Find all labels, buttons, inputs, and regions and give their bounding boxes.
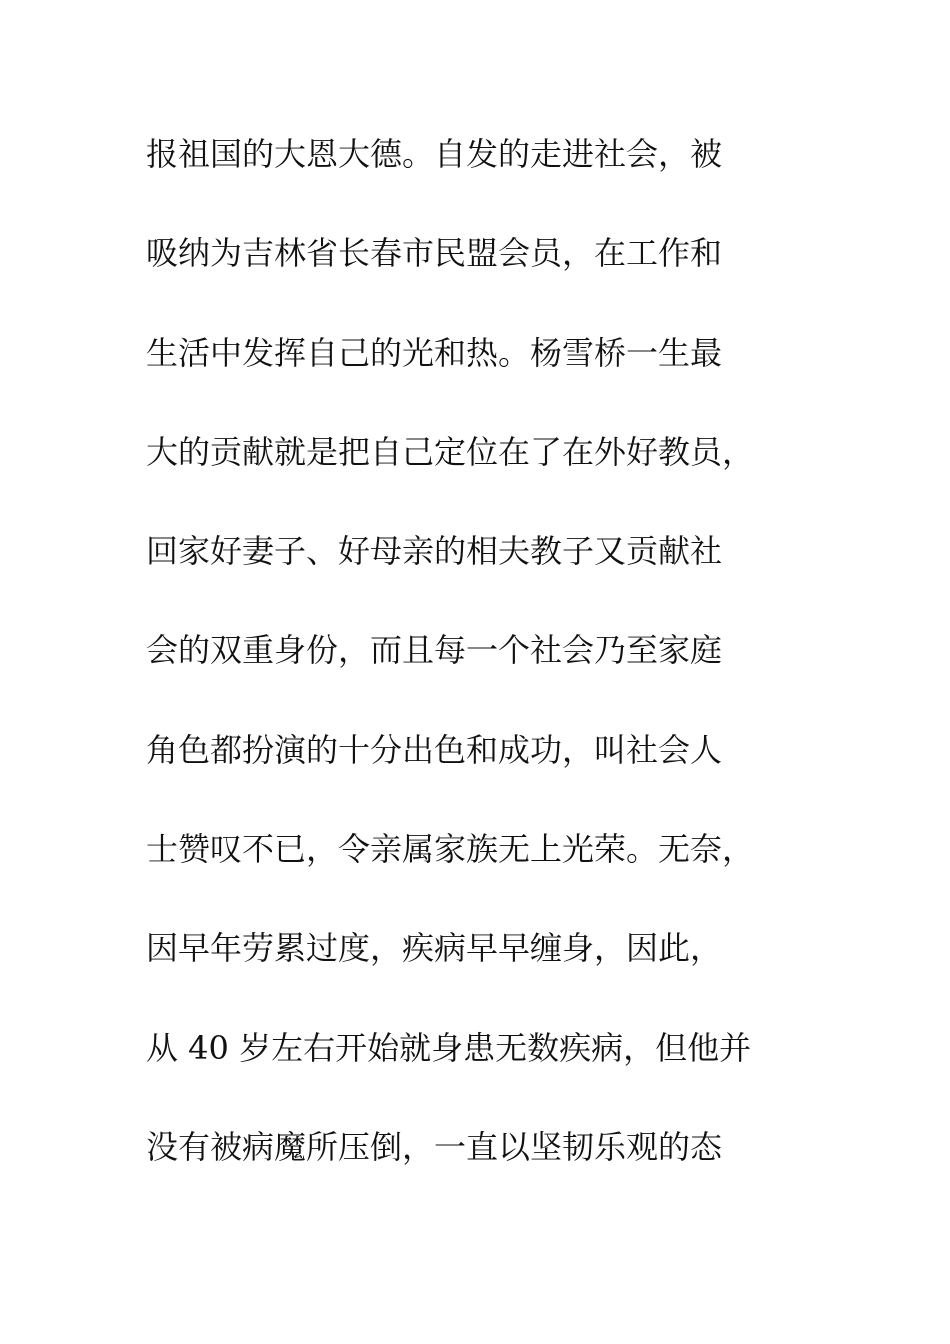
text-line: 从 40 岁左右开始就身患无数疾病，但他并 — [146, 1028, 752, 1067]
text-line: 报祖国的大恩大德。自发的走进社会，被 — [146, 135, 723, 173]
text-line: 生活中发挥自己的光和热。杨雪桥一生最 — [146, 333, 723, 372]
text-line: 士赞叹不已，令亲属家族无上光荣。无奈， — [146, 830, 755, 869]
text-line: 吸纳为吉林省长春市民盟会员，在工作和 — [146, 234, 723, 273]
text-line: 会的双重身份，而且每一个社会乃至家庭 — [146, 631, 723, 670]
text-line: 因早年劳累过度，疾病早早缠身，因此， — [146, 929, 723, 968]
text-line: 角色都扮演的十分出色和成功，叫社会人 — [146, 730, 723, 769]
text-line: 回家好妻子、好母亲的相夫教子又贡献社 — [146, 532, 723, 571]
text-line: 没有被病魔所压倒，一直以坚韧乐观的态 — [146, 1127, 723, 1166]
body-text — [146, 124, 806, 1216]
text-line: 大的贡献就是把自己定位在了在外好教员， — [146, 432, 755, 471]
